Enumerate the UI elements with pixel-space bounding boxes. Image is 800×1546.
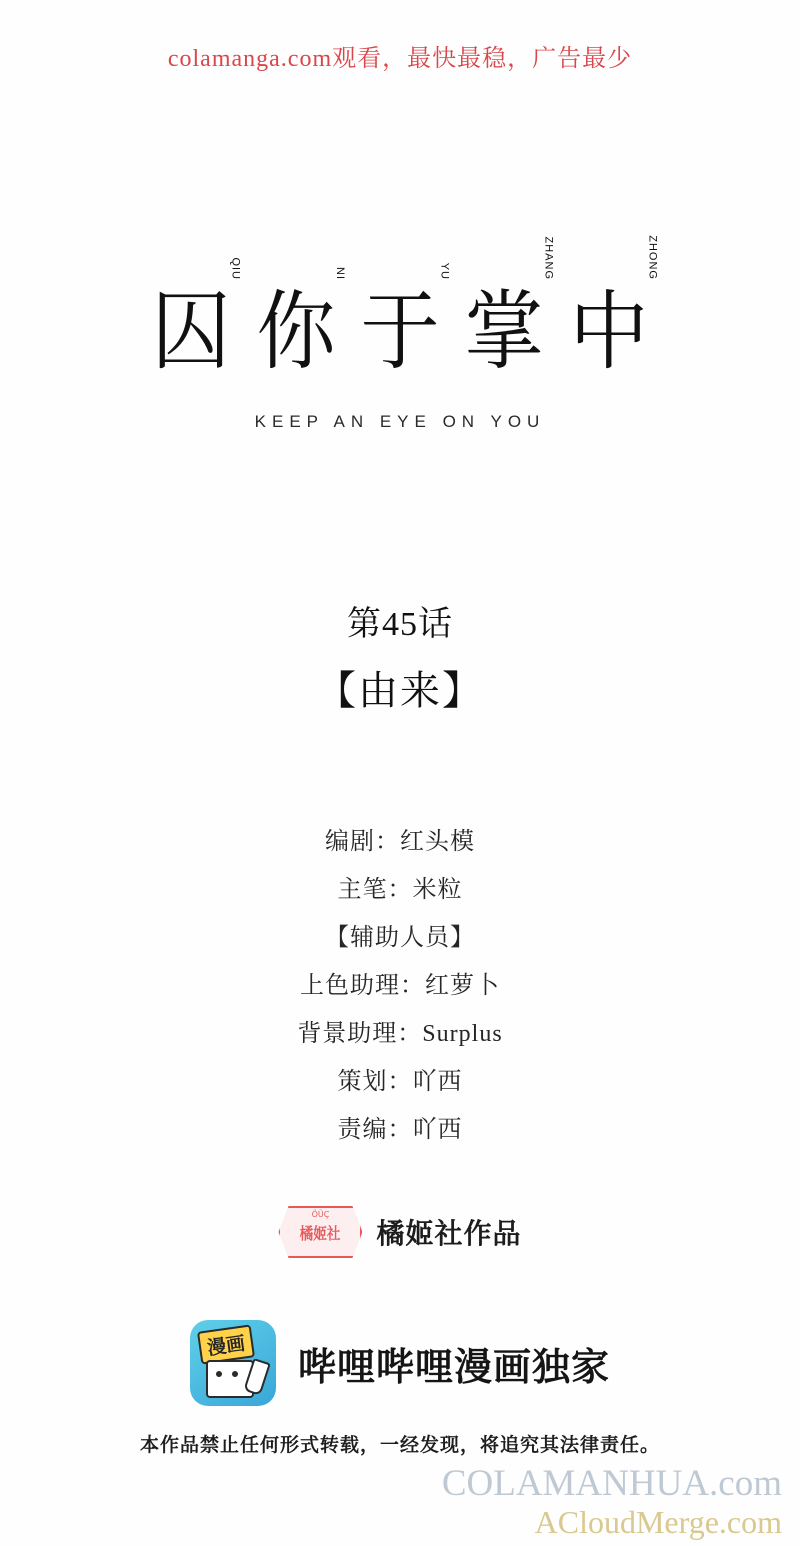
bottom-watermark-line-2: ACloudMerge.com xyxy=(534,1504,782,1540)
chapter-block xyxy=(0,596,800,716)
credit-line: 【辅助人员】 xyxy=(325,925,475,951)
series-logo xyxy=(0,235,800,432)
top-watermark-text: colamanga.com观看，最快最稳，广告最少 xyxy=(167,46,633,72)
logo-char-4-glyph: 掌 xyxy=(464,282,545,382)
logo-char-2-glyph: 你 xyxy=(255,282,336,382)
logo-char-1 xyxy=(143,257,242,386)
credit-line: 策划：吖西 xyxy=(337,1069,463,1095)
bottom-watermark-line-1: COLAMANHUA.com xyxy=(441,1463,782,1504)
logo-char-3-glyph: 于 xyxy=(360,282,440,382)
series-logo-subtitle: KEEP AN EYE ON YOU xyxy=(254,412,546,431)
credits-block xyxy=(0,818,800,1154)
logo-char-2 xyxy=(248,267,346,386)
bilibili-manga-app-icon xyxy=(190,1320,276,1406)
logo-char-5-pinyin: ZHONG xyxy=(646,235,659,280)
app-icon-tag-label: 漫画 xyxy=(197,1324,255,1364)
series-logo-characters xyxy=(141,235,659,398)
credit-line: 主笔：米粒 xyxy=(337,877,463,903)
credit-line: 上色助理：红萝卜 xyxy=(300,973,500,999)
logo-char-4-pinyin: ZHANG xyxy=(542,236,555,280)
logo-char-1-pinyin: QIU xyxy=(229,257,242,280)
studio-badge-top-text: ÖÜÇ xyxy=(311,1210,330,1219)
chapter-title: 【由来】 xyxy=(316,668,484,713)
chapter-number: 第45话 xyxy=(347,606,453,643)
logo-char-5 xyxy=(561,235,659,386)
logo-char-1-glyph: 囚 xyxy=(151,282,231,382)
platform-row xyxy=(0,1320,800,1406)
credit-line: 编剧：红头模 xyxy=(325,829,475,855)
copyright-notice: 本作品禁止任何形式转载，一经发现，将追究其法律责任。 xyxy=(139,1434,660,1456)
studio-badge-icon xyxy=(278,1206,362,1258)
platform-name: 哔哩哔哩漫画独家 xyxy=(297,1344,610,1389)
credit-line: 背景助理：Surplus xyxy=(297,1021,503,1047)
studio-row xyxy=(0,1206,800,1258)
credit-line: 责编：吖西 xyxy=(337,1117,463,1143)
logo-char-2-pinyin: NI xyxy=(333,267,346,280)
logo-char-4 xyxy=(456,236,555,386)
studio-badge-text: 橘姬社 xyxy=(300,1223,341,1243)
logo-char-5-glyph: 中 xyxy=(569,282,649,382)
logo-char-3 xyxy=(352,262,450,386)
studio-name: 橘姬社作品 xyxy=(376,1217,522,1250)
logo-char-3-pinyin: YU xyxy=(438,262,450,280)
bottom-watermark xyxy=(442,1465,782,1538)
